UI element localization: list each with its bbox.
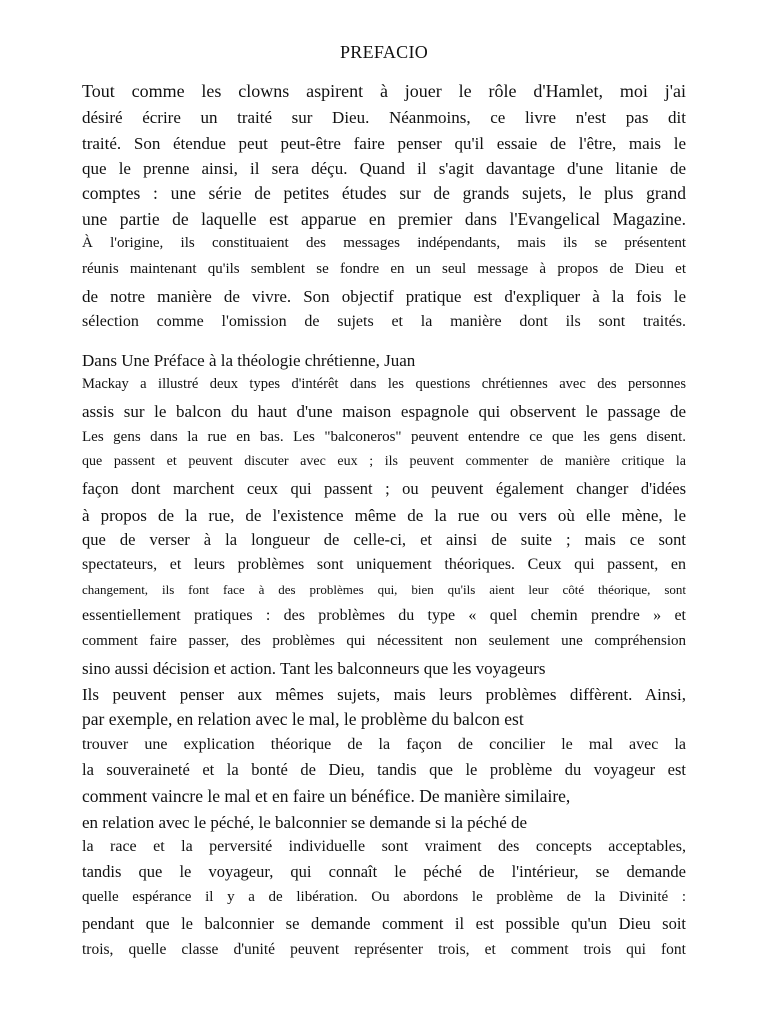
text-line: spectateurs, et leurs problèmes sont uniquement théoriques. Ceux qui passent, en <box>82 556 686 573</box>
text-line: trois, quelle classe d'unité peuvent représenter trois, et comment trois qui font <box>82 941 686 958</box>
text-line: façon dont marchent ceux qui passent ; ou peuvent également changer d'idées <box>82 479 686 498</box>
text-line: assis sur le balcon du haut d'une maison espagnole qui observent le passage de <box>82 402 686 421</box>
text-line: Ils peuvent penser aux mêmes sujets, mais leurs problèmes diffèrent. Ainsi, <box>82 685 686 704</box>
text-line: tandis que le voyageur, qui connaît le péché de l'intérieur, se demande <box>82 862 686 881</box>
page-title: PREFACIO <box>339 42 429 62</box>
text-line: de notre manière de vivre. Son objectif pratique est d'expliquer à la fois le <box>82 287 686 306</box>
text-line: à propos de la rue, de l'existence même de la rue ou vers où elle mène, le <box>82 506 686 525</box>
text-line: Mackay a illustré deux types d'intérêt dans les questions chrétiennes avec des personnes <box>82 376 686 392</box>
text-line: par exemple, en relation avec le mal, le problème du balcon est <box>82 709 524 729</box>
text-line: Dans Une Préface à la théologie chrétienne, Juan <box>82 351 416 370</box>
text-line: que de verser à la longueur de celle-ci, et ainsi de suite ; mais ce sont <box>82 530 686 549</box>
text-line: À l'origine, ils constituaient des messages indépendants, mais ils se présentent <box>82 235 686 251</box>
text-line: traité. Son étendue peut peut-être faire penser qu'il essaie de l'être, mais le <box>82 134 686 153</box>
text-line: comment faire passer, des problèmes qui nécessitent non seulement une compréhension <box>82 633 686 649</box>
text-line: que le prenne ainsi, il sera déçu. Quand il s'agit davantage d'une litanie de <box>82 159 686 178</box>
text-line: essentiellement pratiques : des problèmes du type « quel chemin prendre » et <box>82 607 686 624</box>
text-line: comptes : une série de petites études sur de grands sujets, le plus grand <box>82 183 686 203</box>
text-line: la race et la perversité individuelle sont vraiment des concepts acceptables, <box>82 838 686 855</box>
text-line: quelle espérance il y a de libération. Ou abordons le problème de la Divinité : <box>82 889 686 905</box>
text-line: réunis maintenant qu'ils semblent se fondre en un seul message à propos de Dieu et <box>82 261 686 277</box>
text-line: comment vaincre le mal et en faire un bénéfice. De manière similaire, <box>82 786 571 806</box>
text-line: Tout comme les clowns aspirent à jouer le rôle d'Hamlet, moi j'ai <box>82 81 686 101</box>
text-line: désiré écrire un traité sur Dieu. Néanmoins, ce livre n'est pas dit <box>82 108 686 127</box>
text-line: changement, ils font face à des problèmes qui, bien qu'ils aient leur côté théorique, sont <box>82 582 686 597</box>
text-line: que passent et peuvent discuter avec eux ; ils peuvent commenter de manière critique la <box>82 454 686 469</box>
text-line: une partie de laquelle est apparue en premier dans l'Evangelical Magazine. <box>82 209 686 229</box>
text-line: la souveraineté et la bonté de Dieu, tandis que le problème du voyageur est <box>82 760 686 779</box>
text-line: trouver une explication théorique de la façon de concilier le mal avec la <box>82 736 686 753</box>
text-line: pendant que le balconnier se demande comment il est possible qu'un Dieu soit <box>82 914 686 933</box>
text-line: sélection comme l'omission de sujets et la manière dont ils sont traités. <box>82 313 686 330</box>
text-line: sino aussi décision et action. Tant les balconneurs que les voyageurs <box>82 659 546 678</box>
text-line: Les gens dans la rue en bas. Les "balconeros" peuvent entendre ce que les gens disent. <box>82 429 686 445</box>
text-line: en relation avec le péché, le balconnier se demande si la péché de <box>82 813 528 832</box>
